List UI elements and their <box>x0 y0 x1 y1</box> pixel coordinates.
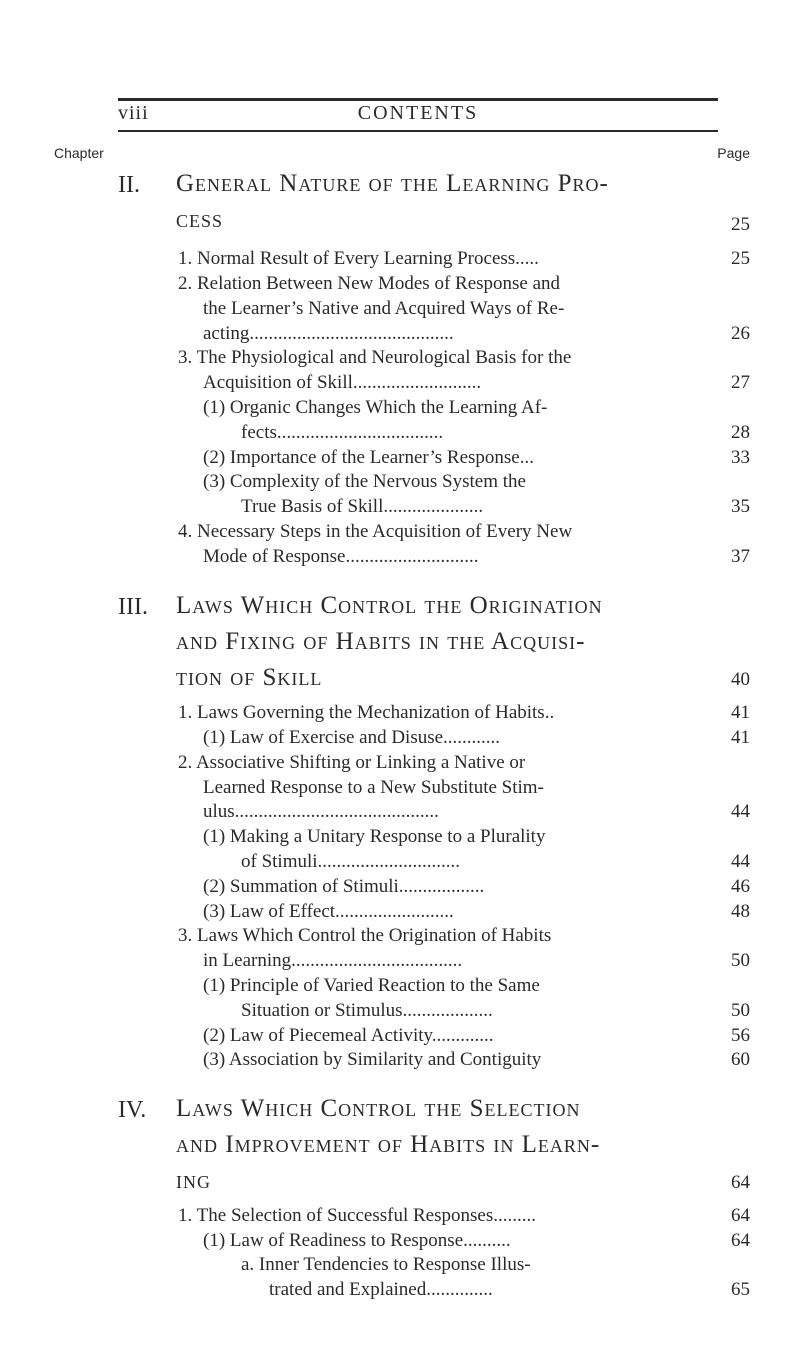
toc-entry-line: (2) Importance of the Learner’s Response... <box>203 447 534 468</box>
chapter-title-line: Laws Which Control the Selection <box>176 1095 581 1122</box>
toc-entry-line: in Learning.................................... <box>203 950 463 971</box>
toc-entry-line: True Basis of Skill..................... <box>241 496 484 517</box>
chapter-number: IV. <box>118 1097 147 1123</box>
toc-entry-page: 33 <box>731 447 750 468</box>
page-number: viii <box>118 102 149 124</box>
toc-entry-line: (3) Law of Effect......................... <box>203 901 454 922</box>
chapter-title-line: ing <box>176 1167 211 1194</box>
toc-entry-page: 27 <box>731 372 750 393</box>
chapter-number: II. <box>118 172 140 198</box>
running-title: CONTENTS <box>357 102 479 124</box>
toc-entry-page: 44 <box>731 801 750 822</box>
chapter-title-line: tion of Skill <box>176 664 323 691</box>
toc-entry-page: 64 <box>731 1205 750 1226</box>
toc-entry-line: trated and Explained.............. <box>269 1279 493 1300</box>
toc-entry-page: 48 <box>731 901 750 922</box>
header-rule-bottom <box>118 130 718 132</box>
toc-entry-page: 28 <box>731 422 750 443</box>
chapter-page: 40 <box>731 669 750 690</box>
toc-entry-page: 46 <box>731 876 750 897</box>
chapter-title-line: General Nature of the Learning Pro- <box>176 170 609 197</box>
toc-entry-line: (1) Law of Exercise and Disuse............ <box>203 727 501 748</box>
running-header <box>118 102 718 130</box>
toc-entry-line: Situation or Stimulus................... <box>241 1000 493 1021</box>
toc-entry-line: (3) Complexity of the Nervous System the <box>203 471 526 492</box>
chapter-page: 64 <box>731 1172 750 1193</box>
toc-entry-line: of Stimuli.............................. <box>241 851 461 872</box>
toc-entry-line: acting........................................... <box>203 323 454 344</box>
toc-entry-line: (2) Law of Piecemeal Activity............. <box>203 1025 494 1046</box>
toc-entry-page: 35 <box>731 496 750 517</box>
toc-entry-line: 2. Associative Shifting or Linking a Native or <box>178 752 526 773</box>
chapter-column-label: Chapter <box>54 145 104 161</box>
toc-entry-line: 1. The Selection of Successful Responses......... <box>178 1205 536 1226</box>
toc-entry-line: the Learner’s Native and Acquired Ways of Re- <box>203 298 565 319</box>
toc-entry-page: 25 <box>731 248 750 269</box>
toc-entry-page: 44 <box>731 851 750 872</box>
toc-entry-line: (3) Association by Similarity and Contiguity <box>203 1049 542 1070</box>
toc-entry-line: fects................................... <box>241 422 444 443</box>
chapter-title <box>176 588 706 696</box>
toc-entry-line: a. Inner Tendencies to Response Illus- <box>241 1254 531 1275</box>
toc-entry-line: ulus........................................... <box>203 801 439 822</box>
toc-entry-line: 3. Laws Which Control the Origination of Habits <box>178 925 552 946</box>
toc-entry-page: 60 <box>731 1049 750 1070</box>
toc-entry-line: 1. Laws Governing the Mechanization of Habits.. <box>178 702 555 723</box>
toc-entry-line: Mode of Response............................ <box>203 546 479 567</box>
chapter-page: 25 <box>731 214 750 235</box>
toc-entry-page: 41 <box>731 702 750 723</box>
chapter-title-line: and Fixing of Habits in the Acquisi- <box>176 628 586 655</box>
chapter-title-line: and Improvement of Habits in Learn- <box>176 1131 601 1158</box>
toc-entry-page: 37 <box>731 546 750 567</box>
toc-entry-page: 41 <box>731 727 750 748</box>
header-rule-top <box>118 98 718 101</box>
toc-entry-line: (1) Making a Unitary Response to a Plurality <box>203 826 546 847</box>
toc-entry-page: 50 <box>731 1000 750 1021</box>
toc-entry-line: (1) Law of Readiness to Response.......... <box>203 1230 511 1251</box>
chapter-title-line: Laws Which Control the Origination <box>176 592 603 619</box>
chapter-title <box>176 166 706 238</box>
toc-entry-page: 56 <box>731 1025 750 1046</box>
toc-entry-line: Learned Response to a New Substitute Stim- <box>203 777 544 798</box>
toc-entry-line: 2. Relation Between New Modes of Response and <box>178 273 561 294</box>
page-column-label: Page <box>717 145 750 161</box>
toc-entry-line: (2) Summation of Stimuli.................. <box>203 876 485 897</box>
toc-entry-page: 65 <box>731 1279 750 1300</box>
chapter-title-line: cess <box>176 206 224 233</box>
toc-entry-line: (1) Organic Changes Which the Learning Af- <box>203 397 548 418</box>
toc-entry-line: Acquisition of Skill........................... <box>203 372 482 393</box>
toc-entry-page: 26 <box>731 323 750 344</box>
toc-entry-line: 3. The Physiological and Neurological Basis for the <box>178 347 572 368</box>
toc-entry-page: 50 <box>731 950 750 971</box>
toc-entry-line: 1. Normal Result of Every Learning Process..... <box>178 248 539 269</box>
chapter-title <box>176 1091 706 1199</box>
toc-entry-line: 4. Necessary Steps in the Acquisition of Every New <box>178 521 573 542</box>
chapter-number: III. <box>118 594 148 620</box>
toc-entry-line: (1) Principle of Varied Reaction to the Same <box>203 975 540 996</box>
toc-entry-page: 64 <box>731 1230 750 1251</box>
